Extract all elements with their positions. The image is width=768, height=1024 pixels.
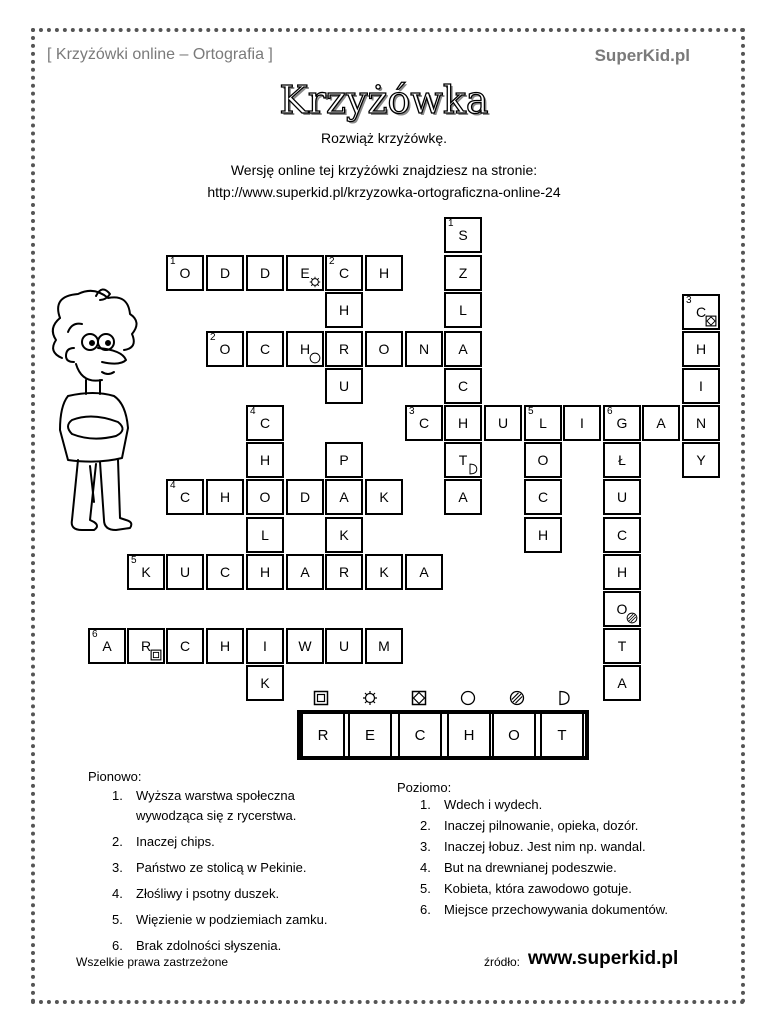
- cell-letter: C: [695, 304, 707, 320]
- cell-letter: Z: [458, 265, 468, 281]
- cell-letter: I: [263, 638, 267, 654]
- hatched-circle-icon: [626, 612, 638, 624]
- crossword-cell[interactable]: [365, 479, 403, 515]
- cell-letter: C: [259, 341, 271, 357]
- crossword-cell[interactable]: [524, 517, 562, 553]
- crossword-cell[interactable]: [603, 591, 641, 627]
- cell-letter: A: [102, 638, 112, 654]
- crossword-cell[interactable]: [603, 405, 641, 441]
- crossword-cell[interactable]: [166, 554, 204, 590]
- crossword-cell[interactable]: [325, 554, 363, 590]
- cell-letter: U: [338, 378, 350, 394]
- crossword-cell[interactable]: [365, 331, 403, 367]
- square-diamond-icon: [411, 690, 427, 706]
- crossword-cell[interactable]: [603, 665, 641, 701]
- cell-number: 3: [409, 406, 415, 417]
- crossword-cell[interactable]: [286, 331, 324, 367]
- down-clue-1: 1. Wyższa warstwa społeczna wywodząca się z rycerstwa.: [112, 788, 297, 823]
- cell-number: 5: [528, 406, 534, 417]
- cell-number: 5: [131, 555, 137, 566]
- gear-icon: [362, 690, 378, 706]
- crossword-cell[interactable]: [365, 255, 403, 291]
- crossword-cell[interactable]: [246, 665, 284, 701]
- crossword-cell[interactable]: [286, 628, 324, 664]
- square-in-square-icon: [150, 649, 162, 661]
- crossword-cell[interactable]: [603, 479, 641, 515]
- across-clues-title: Poziomo:: [397, 780, 452, 795]
- cell-letter: H: [259, 452, 271, 468]
- crossword-cell[interactable]: [127, 628, 165, 664]
- cell-number: 1: [170, 256, 176, 267]
- down-clue-2: 2. Inaczej chips.: [112, 834, 215, 849]
- cell-letter: A: [458, 489, 468, 505]
- cell-letter: U: [179, 564, 191, 580]
- cell-number: 6: [92, 629, 98, 640]
- cell-letter: C: [616, 527, 628, 543]
- cell-letter: H: [457, 415, 469, 431]
- cell-letter: K: [379, 564, 389, 580]
- cell-letter: H: [219, 489, 231, 505]
- crossword-cell[interactable]: [682, 331, 720, 367]
- across-clue-5: 5. Kobieta, która zawodowo gotuje.: [420, 881, 632, 896]
- crossword-cell[interactable]: [325, 628, 363, 664]
- crossword-cell[interactable]: [444, 255, 482, 291]
- cell-letter: R: [140, 638, 152, 654]
- crossword-cell[interactable]: [444, 442, 482, 478]
- across-clue-2: 2. Inaczej pilnowanie, opieka, dozór.: [420, 818, 639, 833]
- crossword-cell[interactable]: [365, 554, 403, 590]
- cell-letter: C: [418, 415, 430, 431]
- cell-letter: H: [338, 302, 350, 318]
- page-subtitle: Rozwiąż krzyżówkę.: [320, 130, 448, 146]
- cell-letter: I: [580, 415, 584, 431]
- crossword-cell[interactable]: [405, 554, 443, 590]
- crossword-cell[interactable]: [206, 554, 244, 590]
- across-clue-6: 6. Miejsce przechowywania dokumentów.: [420, 902, 668, 917]
- cell-letter: C: [179, 489, 191, 505]
- crossword-cell[interactable]: [88, 628, 126, 664]
- circle-icon: [309, 352, 321, 364]
- crossword-cell[interactable]: [682, 294, 720, 330]
- gear-icon: [309, 276, 321, 288]
- header-site-name: SuperKid.pl: [594, 46, 690, 65]
- crossword-cell[interactable]: [246, 628, 284, 664]
- crossword-cell[interactable]: [484, 405, 522, 441]
- cell-letter: O: [616, 601, 628, 617]
- crossword-cell[interactable]: [405, 331, 443, 367]
- solution-cell[interactable]: O: [492, 712, 536, 758]
- cell-letter: E: [300, 265, 310, 281]
- cell-letter: A: [300, 564, 310, 580]
- cell-letter: A: [458, 341, 468, 357]
- crossword-cell[interactable]: [206, 255, 244, 291]
- crossword-cell[interactable]: [603, 517, 641, 553]
- cell-letter: O: [219, 341, 231, 357]
- across-clue-3: 3. Inaczej łobuz. Jest nim np. wandal.: [420, 839, 646, 854]
- cell-letter: S: [458, 227, 468, 243]
- cell-letter: H: [219, 638, 231, 654]
- cell-letter: U: [338, 638, 350, 654]
- crossword-cell[interactable]: [603, 554, 641, 590]
- crossword-cell[interactable]: [246, 405, 284, 441]
- footer-source-link[interactable]: www.superkid.pl: [528, 948, 679, 969]
- crossword-cell[interactable]: [563, 405, 601, 441]
- crossword-cell[interactable]: [286, 479, 324, 515]
- cell-number: 1: [448, 218, 454, 229]
- cell-letter: O: [537, 452, 549, 468]
- crossword-cell[interactable]: [444, 368, 482, 404]
- down-clue-6: 6. Brak zdolności słyszenia.: [112, 938, 282, 953]
- cell-letter: L: [261, 527, 269, 543]
- crossword-cell[interactable]: [166, 628, 204, 664]
- cell-number: 2: [210, 332, 216, 343]
- crossword-cell[interactable]: [365, 628, 403, 664]
- d-shape-icon: [467, 463, 479, 475]
- crossword-cell[interactable]: [682, 442, 720, 478]
- cell-letter: A: [617, 675, 627, 691]
- crossword-cell[interactable]: [166, 255, 204, 291]
- page-title: Krzyżówka: [279, 78, 489, 122]
- crossword-cell[interactable]: [325, 331, 363, 367]
- crossword-cell[interactable]: [127, 554, 165, 590]
- footer-source-label: źródło:: [484, 955, 521, 969]
- cell-number: 2: [329, 256, 335, 267]
- crossword-cell[interactable]: [246, 479, 284, 515]
- cell-letter: K: [379, 489, 389, 505]
- crossword-cell[interactable]: [286, 255, 324, 291]
- cell-letter: D: [259, 265, 271, 281]
- cell-letter: H: [299, 341, 311, 357]
- online-version-text: Wersję online tej krzyżówki znajdziesz na stronie:: [230, 162, 538, 178]
- cell-letter: O: [179, 265, 191, 281]
- cell-letter: C: [259, 415, 271, 431]
- crossword-cell[interactable]: [603, 628, 641, 664]
- crossword-cell[interactable]: [325, 368, 363, 404]
- cell-letter: P: [339, 452, 349, 468]
- cell-letter: A: [419, 564, 429, 580]
- crossword-cell[interactable]: [642, 405, 680, 441]
- crossword-cell[interactable]: [682, 405, 720, 441]
- hatched-circle-icon: [509, 690, 525, 706]
- crossword-cell[interactable]: [246, 255, 284, 291]
- solution-cell[interactable]: R: [301, 712, 345, 758]
- cell-letter: H: [695, 341, 707, 357]
- crossword-cell[interactable]: [206, 479, 244, 515]
- square-diamond-icon: [705, 315, 717, 327]
- solution-cell[interactable]: C: [398, 712, 442, 758]
- cell-letter: L: [459, 302, 467, 318]
- cell-letter: R: [338, 564, 350, 580]
- circle-icon: [460, 690, 476, 706]
- crossword-cell[interactable]: [524, 442, 562, 478]
- cell-letter: I: [699, 378, 703, 394]
- cell-letter: T: [617, 638, 627, 654]
- cell-number: 6: [607, 406, 613, 417]
- solution-cell[interactable]: T: [540, 712, 584, 758]
- down-clue-4: 4. Złośliwy i psotny duszek.: [112, 886, 280, 901]
- crossword-cell[interactable]: [444, 292, 482, 328]
- cell-letter: C: [219, 564, 231, 580]
- across-clue-1: 1. Wdech i wydech.: [420, 797, 543, 812]
- cell-letter: C: [179, 638, 191, 654]
- crossword-cell[interactable]: [444, 405, 482, 441]
- cell-letter: D: [299, 489, 311, 505]
- cell-letter: T: [458, 452, 468, 468]
- cell-letter: H: [378, 265, 390, 281]
- crossword-cell[interactable]: [325, 292, 363, 328]
- cell-letter: L: [539, 415, 547, 431]
- cell-letter: D: [219, 265, 231, 281]
- crossword-cell[interactable]: [246, 554, 284, 590]
- cell-letter: K: [260, 675, 270, 691]
- down-clues-list: [112, 786, 372, 962]
- crossword-cell[interactable]: [444, 479, 482, 515]
- crossword-cell[interactable]: [166, 479, 204, 515]
- cell-letter: C: [338, 265, 350, 281]
- cell-letter: H: [537, 527, 549, 543]
- cell-letter: K: [141, 564, 151, 580]
- crossword-cell[interactable]: [603, 442, 641, 478]
- square-in-square-icon: [313, 690, 329, 706]
- cell-letter: C: [457, 378, 469, 394]
- crossword-cell[interactable]: [325, 517, 363, 553]
- crossword-cell[interactable]: [444, 217, 482, 253]
- cell-letter: N: [418, 341, 430, 357]
- cell-letter: O: [259, 489, 271, 505]
- crossword-cell[interactable]: [206, 628, 244, 664]
- cell-letter: U: [616, 489, 628, 505]
- crossword-cell[interactable]: [524, 479, 562, 515]
- cell-letter: N: [695, 415, 707, 431]
- crossword-cell[interactable]: [325, 255, 363, 291]
- cell-letter: Y: [696, 452, 706, 468]
- crossword-cell[interactable]: [405, 405, 443, 441]
- crossword-cell[interactable]: [246, 331, 284, 367]
- cell-number: 3: [686, 295, 692, 306]
- cell-letter: U: [497, 415, 509, 431]
- cell-letter: R: [338, 341, 350, 357]
- cell-letter: A: [339, 489, 349, 505]
- crossword-cell[interactable]: [524, 405, 562, 441]
- crossword-cell[interactable]: [286, 554, 324, 590]
- down-clue-3: 3. Państwo ze stolicą w Pekinie.: [112, 860, 307, 875]
- cell-number: 4: [170, 480, 176, 491]
- d-shape-icon: [556, 690, 572, 706]
- crossword-cell[interactable]: [325, 479, 363, 515]
- cell-letter: H: [616, 564, 628, 580]
- crossword-cell[interactable]: [206, 331, 244, 367]
- cell-letter: G: [616, 415, 628, 431]
- solution-cell[interactable]: E: [348, 712, 392, 758]
- across-clues-list: [420, 795, 720, 921]
- footer-rights: Wszelkie prawa zastrzeżone: [76, 955, 229, 969]
- cell-letter: W: [298, 638, 312, 654]
- cell-letter: A: [656, 415, 666, 431]
- cell-letter: M: [378, 638, 390, 654]
- cell-letter: H: [259, 564, 271, 580]
- crossword-cell[interactable]: [444, 331, 482, 367]
- solution-cell[interactable]: H: [447, 712, 491, 758]
- cell-letter: K: [339, 527, 349, 543]
- cell-letter: C: [537, 489, 549, 505]
- cell-letter: Ł: [618, 452, 626, 468]
- down-clue-5: 5. Więzienie w podziemiach zamku.: [112, 912, 328, 927]
- crossword-cell[interactable]: [246, 442, 284, 478]
- cell-letter: O: [378, 341, 390, 357]
- header-category: [ Krzyżówki online – Ortografia ]: [47, 46, 273, 63]
- across-clue-4: 4. But na drewnianej podeszwie.: [420, 860, 617, 875]
- online-version-link[interactable]: http://www.superkid.pl/krzyzowka-ortograficzna-online-24: [207, 184, 561, 200]
- crossword-cell[interactable]: [325, 442, 363, 478]
- down-clues-title: Pionowo:: [88, 769, 142, 784]
- crossword-cell[interactable]: [682, 368, 720, 404]
- cell-number: 4: [250, 406, 256, 417]
- crossword-cell[interactable]: [246, 517, 284, 553]
